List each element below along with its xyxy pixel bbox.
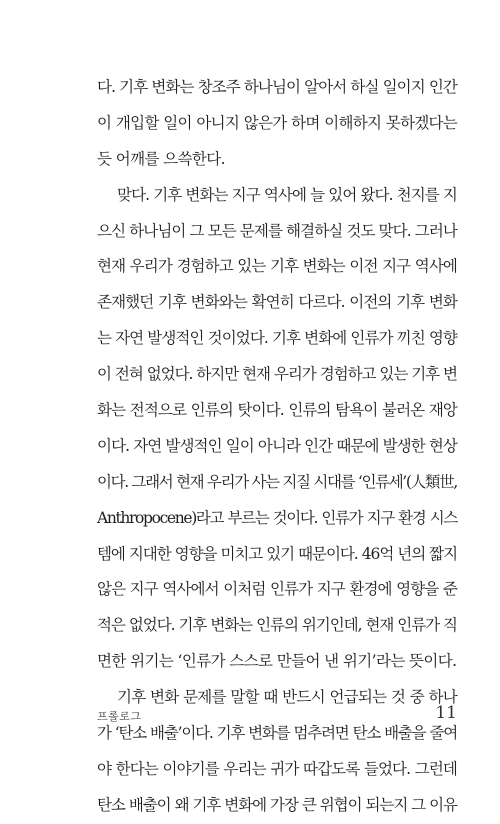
page-footer <box>97 705 457 727</box>
text-line: 현재 우리가 경험하고 있는 기후 변화는 이전 지구 역사에 <box>97 257 457 276</box>
text-line: 않은 지구 역사에서 이처럼 인류가 지구 환경에 영향을 준 <box>97 580 457 599</box>
text-line: 이다. 자연 발생적인 일이 아니라 인간 때문에 발생한 현상 <box>97 436 457 455</box>
text-line: 템에 지대한 영향을 미치고 있기 때문이다. 46억 년의 짧지 <box>97 544 457 563</box>
text-line: 다. 기후 변화는 창조주 하나님이 알아서 하실 일이지 인간 <box>97 78 457 96</box>
text-line: 화는 전적으로 인류의 탓이다. 인류의 탐욕이 불러온 재앙 <box>97 401 457 420</box>
text-line: 이다. 그래서 현재 우리가 사는 지질 시대를 ‘인류세’(人類世, <box>97 472 457 491</box>
section-title: 프롤로그 <box>97 710 142 723</box>
text-line: 듯 어깨를 으쓱한다. <box>97 149 225 168</box>
text-line: Anthropocene)라고 부르는 것이다. 인류가 지구 환경 시스 <box>97 508 457 527</box>
text-line: 존재했던 기후 변화와는 확연히 다르다. 이전의 기후 변화 <box>97 293 457 312</box>
text-line: 맞다. 기후 변화는 지구 역사에 늘 있어 왔다. 천지를 지 <box>117 185 457 204</box>
text-line: 이 전혀 없었다. 하지만 현재 우리가 경험하고 있는 기후 변 <box>97 365 457 384</box>
text-line: 기후 변화 문제를 말할 때 반드시 언급되는 것 중 하나 <box>117 688 457 707</box>
text-line: 면한 위기는 ‘인류가 스스로 만들어 낸 위기’라는 뜻이다. <box>97 652 457 671</box>
text-line: 적은 없었다. 기후 변화는 인류의 위기인데, 현재 인류가 직 <box>97 616 457 635</box>
text-line: 야 한다는 이야기를 우리는 귀가 따갑도록 들었다. 그런데 <box>97 759 457 778</box>
text-line: 가 ‘탄소 배출’이다. 기후 변화를 멈추려면 탄소 배출을 줄여 <box>97 724 457 743</box>
text-line: 이 개입할 일이 아니지 않은가 하며 이해하지 못하겠다는 <box>97 113 457 132</box>
page-number: 11 <box>435 703 457 723</box>
text-line: 으신 하나님이 그 모든 문제를 해결하실 것도 맞다. 그러나 <box>97 221 457 240</box>
text-line: 는 자연 발생적인 것이었다. 기후 변화에 인류가 끼친 영향 <box>97 329 457 348</box>
text-line: 탄소 배출이 왜 기후 변화에 가장 큰 위협이 되는지 그 이유 <box>97 795 457 814</box>
